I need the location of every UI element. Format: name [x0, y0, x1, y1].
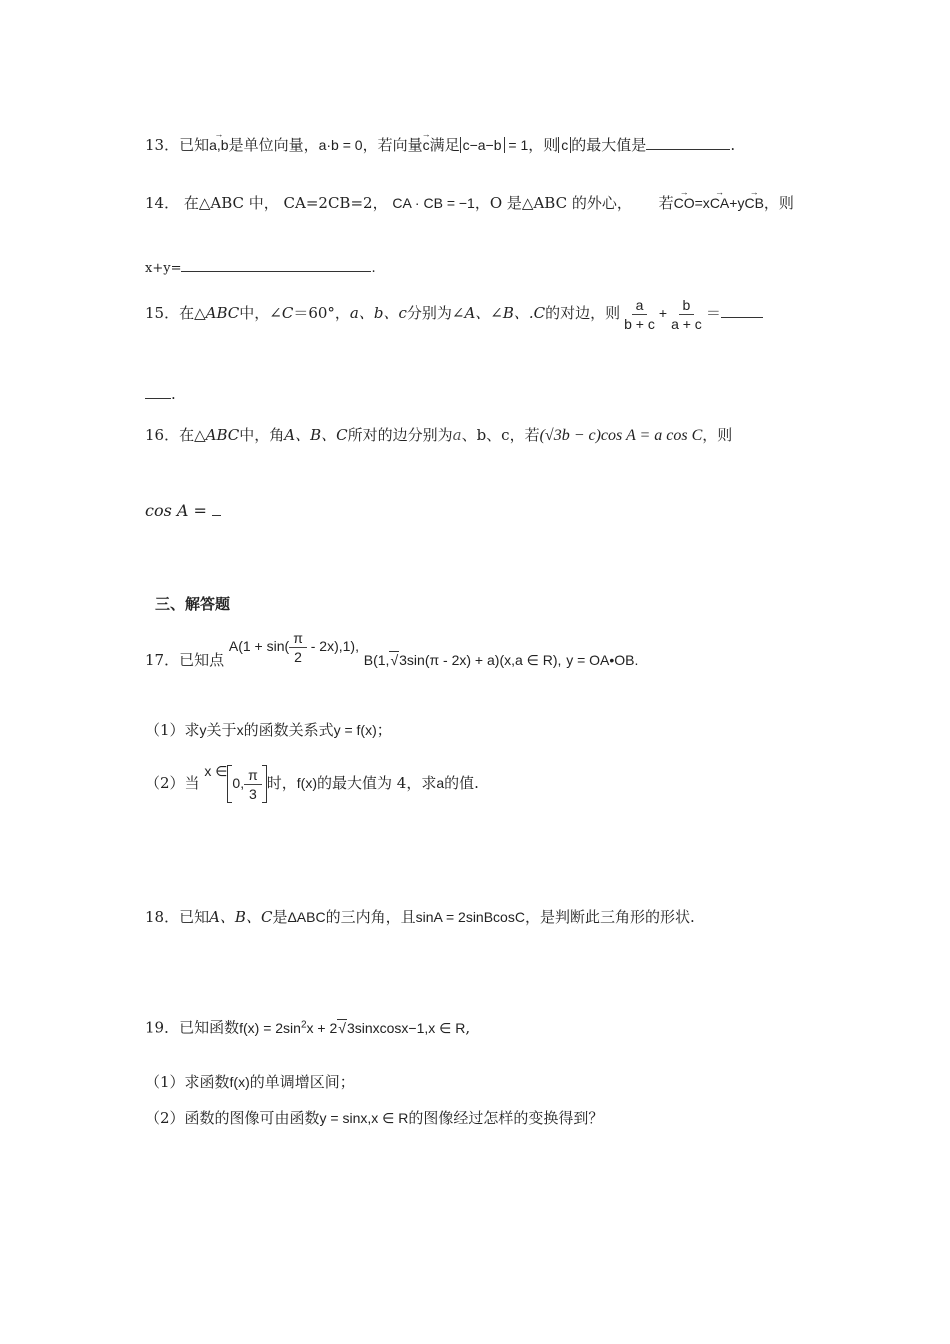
question-13: 13．已知→ a,b是单位向量，a·b = 0，若向量→ c满足 c−a−b = 1，则 c 的最大值是 . — [145, 134, 735, 155]
q15-fraction-2: $\frac{b}{a + c}$ — [671, 296, 702, 332]
question-18: 18．已知A、B、C是ΔABC的三内角，且sinA = 2sinBcosC，是判断此三角形的形状. — [145, 908, 695, 926]
q13-number: 13．已知 — [145, 136, 210, 154]
q17-number: 17．已知点 — [145, 651, 225, 669]
question-14: 14． 在△ABC 中， CA=2CB=2， CA · CB = −1，O 是△ABC 的外心， 若→ CO=x→ CA+y→ CB，则 — [145, 193, 794, 213]
answer-blank[interactable] — [646, 134, 730, 150]
answer-blank[interactable] — [181, 256, 371, 272]
question-19: 19．已知函数$f(x) = 2\sin^2x$ + 2√3sinxcosx−1,x ∈ R, — [145, 1018, 471, 1037]
q13-abs-expr: c−a−b — [460, 137, 505, 153]
q16-condition: (√3b − c)cos A = a cos C — [539, 427, 703, 444]
question-14-answer: x+y= . — [145, 256, 376, 279]
q14-dot-expr: CA · CB = −1 — [392, 195, 475, 211]
q15-fraction-1: $\frac{a}{b + c}$ — [624, 296, 655, 332]
q15-number: 15．在△ — [145, 304, 206, 322]
q14-number: 14． 在△ABC 中， CA=2CB=2， — [145, 194, 388, 212]
q16-number: 16．在△ — [145, 426, 206, 444]
section-heading: 三、解答题 — [155, 595, 231, 613]
question-17-part1: （1）求y关于x的函数关系式y = f(x)； — [145, 721, 392, 739]
question-19-part2: （2）函数的图像可由函数y = sinx,x ∈ R的图像经过怎样的变换得到？ — [145, 1109, 604, 1127]
answer-blank[interactable] — [145, 383, 171, 399]
answer-blank[interactable] — [212, 500, 221, 516]
question-17: 17．已知点 A(1 + sin( $\frac{\pi}{2}$ - 2x),1), B(1,√3sin(π - 2x) + a)(x,a ∈ R), y = OA•OB. — [145, 629, 639, 669]
q17-y-def: y = OA•OB. — [566, 652, 639, 668]
q13-abs-c: c — [558, 137, 571, 153]
q13-vector-c: → c — [423, 135, 430, 155]
question-15-answer-cont: . — [145, 383, 176, 404]
question-17-part2: （2）当 x ∈0, $\frac{\pi}{3}$ 时，f(x)的最大值为 4，求a的值. — [145, 763, 479, 802]
question-16-answer: cos A = — [145, 500, 221, 521]
q13-dot-product: a·b = 0 — [318, 137, 363, 153]
question-19-part1: （1）求函数f(x)的单调增区间； — [145, 1073, 355, 1091]
question-15: 15．在△ABC中，∠C＝60°，a、b、c分别为∠A、∠B、.C的对边，则 $\frac{a}{b + c}$ + $\frac{b}{a + c}$ ＝ — [145, 290, 763, 336]
q13-vectors-ab: → a,b — [209, 135, 228, 155]
question-16: 16．在△ABC中，角A、B、C所对的边分别为a、b、c，若(√3b − c)cos A = a cos C，则 — [145, 426, 733, 444]
q18-number: 18．已知 — [145, 908, 210, 926]
answer-blank[interactable] — [721, 302, 763, 318]
q19-number: 19．已知函数 — [145, 1018, 240, 1037]
